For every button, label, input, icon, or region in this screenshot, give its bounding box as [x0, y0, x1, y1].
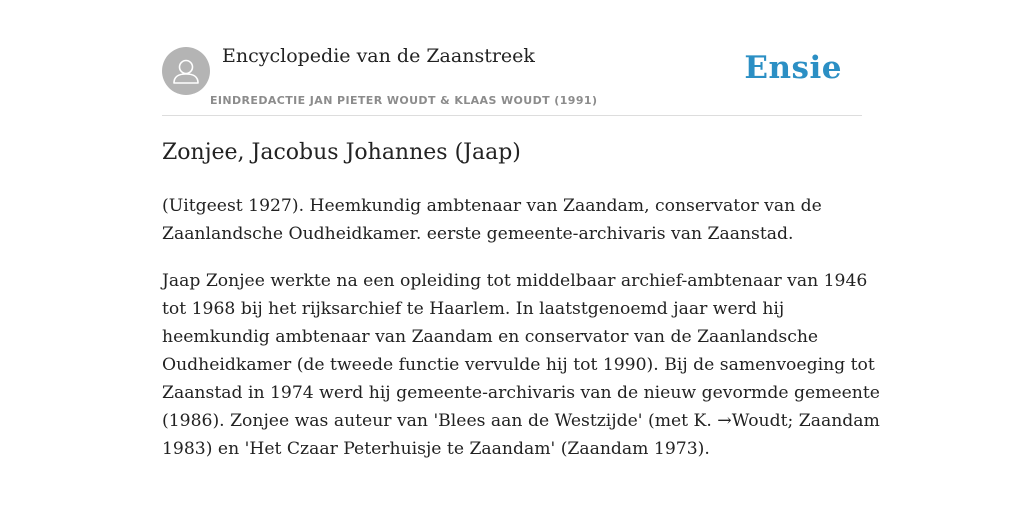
paragraph-line: (1986). Zonjee was auteur van 'Blees aan de Westzijde' (met K. →Woudt; Zaandam: [162, 411, 880, 431]
source-editors: EINDREDACTIE JAN PIETER WOUDT & KLAAS WOUDT (1991): [210, 94, 598, 107]
paragraph-line: Oudheidkamer (de tweede functie vervulde hij tot 1990). Bij de samenvoeging tot: [162, 355, 875, 375]
paragraph-line: heemkundig ambtenaar van Zaandam en conservator van de Zaanlandsche: [162, 327, 819, 347]
paragraph-line: (Uitgeest 1927). Heemkundig ambtenaar van Zaandam, conservator van de: [162, 196, 822, 216]
paragraph-line: tot 1968 bij het rijksarchief te Haarlem. In laatstgenoemd jaar werd hij: [162, 299, 785, 319]
paragraph-line: Zaanstad in 1974 werd hij gemeente-archivaris van de nieuw gevormde gemeente: [162, 383, 880, 403]
article-paragraph: [162, 267, 880, 463]
paragraph-line: Jaap Zonjee werkte na een opleiding tot middelbaar archief-ambtenaar van 1946: [162, 271, 868, 291]
article-paragraph: [162, 192, 862, 248]
paragraph-line: Zaanlandsche Oudheidkamer. eerste gemeente-archivaris van Zaanstad.: [162, 224, 794, 244]
header-divider: [162, 115, 862, 116]
user-icon: [162, 47, 210, 95]
paragraph-line: 1983) en 'Het Czaar Peterhuisje te Zaandam' (Zaandam 1973).: [162, 439, 710, 459]
avatar: [162, 47, 210, 95]
source-title[interactable]: Encyclopedie van de Zaanstreek: [222, 45, 535, 67]
brand-logo[interactable]: Ensie: [744, 50, 842, 86]
article-title: Zonjee, Jacobus Johannes (Jaap): [162, 140, 521, 165]
